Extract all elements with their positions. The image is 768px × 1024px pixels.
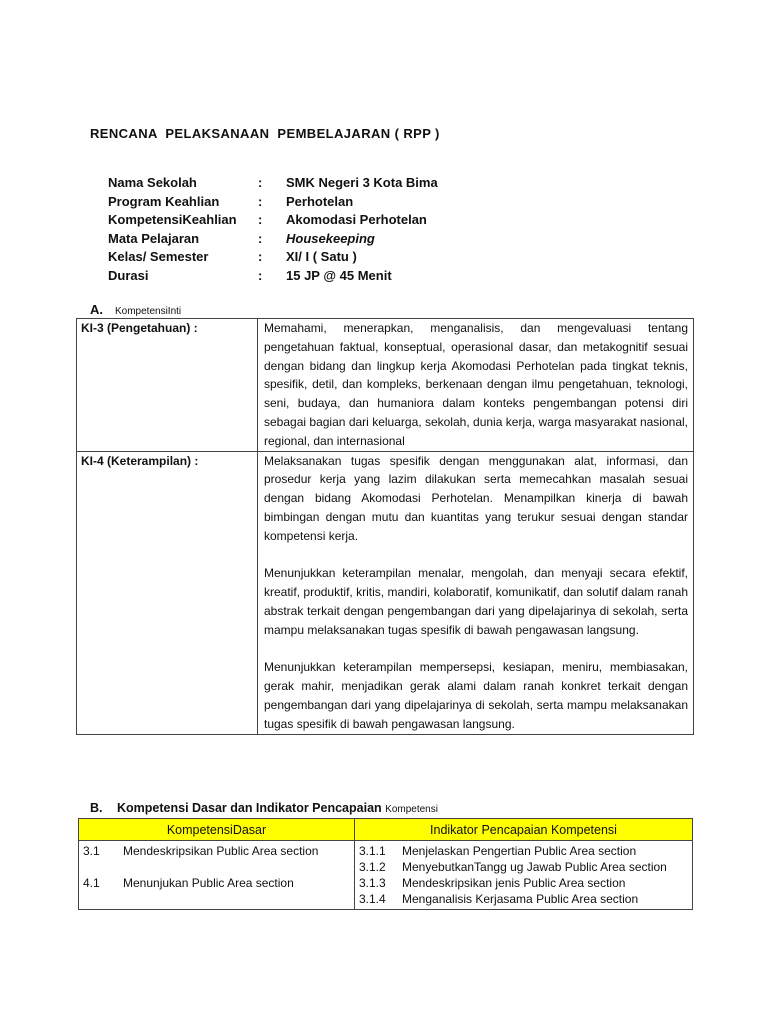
ki-row — [77, 451, 694, 734]
ki-paragraph: Menunjukkan keterampilan mempersepsi, kesiapan, meniru, membiasakan, gerak mahir, menjadikan gerak alami dalam ranah konkret terkait dengan pengembangan dari yang dipelajarinya di sekolah, serta mampu melaksanakan tugas spesifik di bawah pengawasan langsung. — [264, 660, 688, 731]
ki-paragraph: Memahami, menerapkan, menganalisis, dan mengevaluasi tentang pengetahuan faktual, konseptual, operasional dasar, dan metakognitif sesuai dengan bidang dan lingkup kerja Akomodasi Perhotelan pada tingkat teknis, spesifik, detil, dan kompleks, berkenaan dengan ilmu pengetahuan, teknologi, seni, budaya, dan humaniora dalam konteks pengembangan potensi diri sebagai bagian dari keluarga, sekolah, dunia kerja, warga masyarakat nasional, regional, dan internasional — [264, 321, 688, 448]
section-title: KompetensiInti — [115, 306, 182, 317]
identity-label: Program Keahlian — [108, 193, 220, 209]
header-kompetensi-dasar: KompetensiDasar — [79, 819, 355, 841]
identity-value: SMK Negeri 3 Kota Bima — [286, 175, 438, 190]
table-row — [79, 841, 693, 910]
identity-colon: : — [258, 193, 263, 209]
identity-value: Housekeeping — [286, 230, 375, 246]
kd-item — [83, 843, 350, 859]
indicator-text: Menjelaskan Pengertian Public Area section — [402, 844, 637, 858]
indicator-item — [359, 875, 688, 891]
indicator-number: 3.1.1 — [359, 844, 386, 858]
identity-label: Nama Sekolah — [108, 175, 197, 190]
identity-row — [108, 211, 438, 230]
identity-label: Durasi — [108, 267, 149, 283]
indicator-number: 3.1.3 — [359, 876, 386, 890]
header-indikator: Indikator Pencapaian Kompetensi — [355, 819, 693, 841]
identity-value: XI/ I ( Satu ) — [286, 249, 357, 264]
indicator-text: MenyebutkanTangg ug Jawab Public Area section — [402, 860, 667, 874]
indicator-item — [359, 891, 688, 907]
ki-description — [258, 451, 694, 734]
identity-label: KompetensiKeahlian — [108, 212, 237, 227]
identity-colon: : — [258, 212, 263, 227]
identity-colon: : — [258, 230, 263, 246]
identity-value: Perhotelan — [286, 193, 354, 209]
kd-number: 3.1 — [83, 844, 100, 858]
basic-competency-table — [78, 818, 693, 910]
ki-label: KI-3 (Pengetahuan) : — [77, 319, 258, 452]
section-title-suffix: Kompetensi — [385, 804, 438, 815]
kd-text: Menunjukan Public Area section — [123, 876, 294, 890]
kd-text: Mendeskripsikan Public Area section — [123, 844, 319, 858]
school-identity-table — [108, 174, 438, 285]
indicator-item — [359, 843, 688, 859]
identity-colon: : — [258, 267, 263, 283]
section-title: Kompetensi Dasar dan Indikator Pencapaian — [117, 801, 382, 815]
ki-paragraph: Melaksanakan tugas spesifik dengan menggunakan alat, informasi, dan prosedur kerja yang lazim dilakukan serta memecahkan masalah sesuai dengan bidang Akomodasi Perhotelan. Menampilkan kinerja di bawah bimbingan dengan mutu dan kuantitas yang terukur sesuai dengan standar kompetensi kerja. — [264, 453, 688, 543]
section-a-heading — [90, 302, 181, 317]
kd-cell — [79, 841, 355, 910]
identity-colon: : — [258, 249, 263, 264]
ki-paragraph: Menunjukkan keterampilan menalar, mengolah, dan menyaji secara efektif, kreatif, produktif, kritis, mandiri, kolaboratif, komunikatif, dan solutif dalam ranah abstrak terkait dengan pengembangan dari yang dipelajarinya di sekolah, serta mampu melaksanakan tugas spesifik di bawah pengawasan langsung. — [264, 566, 688, 637]
section-b-heading — [90, 801, 438, 815]
ki-description — [258, 319, 694, 452]
indicator-number: 3.1.2 — [359, 860, 386, 874]
section-letter: A. — [90, 302, 103, 317]
indicator-text: Mendeskripsikan jenis Public Area section — [402, 876, 626, 890]
indicator-item — [359, 859, 688, 875]
identity-row — [108, 267, 438, 286]
core-competency-table — [76, 318, 694, 735]
ki-label: KI-4 (Keterampilan) : — [77, 451, 258, 734]
kd-number: 4.1 — [83, 876, 100, 890]
identity-row — [108, 248, 438, 267]
table-header-row — [79, 819, 693, 841]
indicator-text: Menganalisis Kerjasama Public Area section — [402, 892, 639, 906]
document-title: RENCANA PELAKSANAAN PEMBELAJARAN ( RPP ) — [90, 126, 440, 141]
identity-value: 15 JP @ 45 Menit — [286, 267, 392, 283]
identity-row — [108, 193, 438, 212]
section-letter: B. — [90, 801, 103, 815]
identity-colon: : — [258, 175, 263, 190]
identity-label: Mata Pelajaran — [108, 230, 200, 246]
indicator-number: 3.1.4 — [359, 892, 386, 906]
ki-row — [77, 319, 694, 452]
identity-label: Kelas/ Semester — [108, 249, 209, 264]
identity-row — [108, 230, 438, 249]
identity-row — [108, 174, 438, 193]
kd-item — [83, 875, 350, 891]
identity-value: Akomodasi Perhotelan — [286, 212, 427, 227]
indicator-cell — [355, 841, 693, 910]
